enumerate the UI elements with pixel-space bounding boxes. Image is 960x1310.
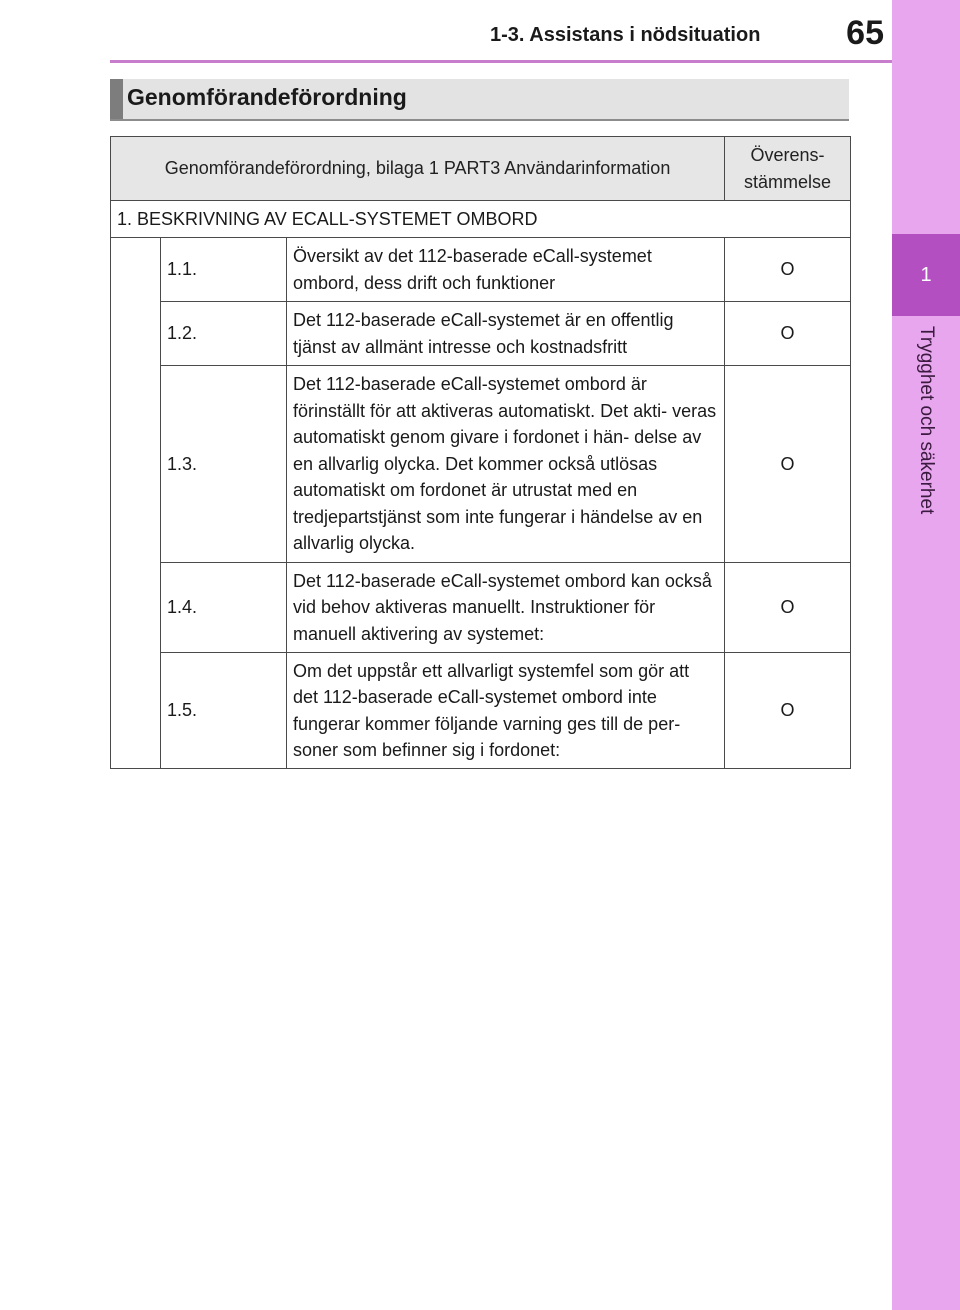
header-compliance: Överens- stämmelse xyxy=(725,137,851,201)
row-text: Det 112-baserade eCall-systemet ombord kan också vid behov aktiveras manuellt. Instruktioner för manuell aktivering av systemet: xyxy=(287,563,725,653)
row-mark: O xyxy=(725,563,851,653)
row-number: 1.5. xyxy=(161,653,287,769)
table-row xyxy=(111,238,851,302)
row-number: 1.4. xyxy=(161,563,287,653)
chapter-title: Trygghet och säkerhet xyxy=(916,326,937,515)
indent-cell xyxy=(111,238,161,769)
row-text: Om det uppstår ett allvarligt systemfel som gör att det 112-baserade eCall-systemet ombord inte fungerar kommer följande varning ges till de per- soner som befinner sig i fordonet: xyxy=(287,653,725,769)
header-divider xyxy=(110,60,892,63)
table-row xyxy=(111,653,851,769)
row-text: Det 112-baserade eCall-systemet ombord är förinställt för att aktiveras automatiskt. Det akti- veras automatiskt genom givare i fordonet i hän- delse av en allvarlig olycka. Det kommer också utlösas automatiskt om fordonet är utrustat med en tredjepartstjänst som inte fungerar i händelse av en allvarlig olycka. xyxy=(287,366,725,563)
row-number: 1.2. xyxy=(161,302,287,366)
row-mark: O xyxy=(725,238,851,302)
chapter-number: 1 xyxy=(920,263,932,286)
section-title-bar xyxy=(110,79,849,121)
table-header-row xyxy=(111,137,851,201)
row-number: 1.3. xyxy=(161,366,287,563)
title-accent xyxy=(110,79,123,119)
requirements-table xyxy=(110,136,851,769)
table-subheading-row xyxy=(111,201,851,238)
table-row xyxy=(111,302,851,366)
header-requirement: Genomförandeförordning, bilaga 1 PART3 Användarinformation xyxy=(111,137,725,201)
chapter-title-vertical xyxy=(892,318,960,578)
row-mark: O xyxy=(725,302,851,366)
row-mark: O xyxy=(725,653,851,769)
side-thumb-bar xyxy=(892,0,960,1310)
table-row xyxy=(111,366,851,563)
table-subheading: 1. BESKRIVNING AV ECALL-SYSTEMET OMBORD xyxy=(111,201,851,238)
chapter-tab[interactable] xyxy=(892,234,960,316)
section-label: 1-3. Assistans i nödsituation xyxy=(490,24,761,46)
row-text: Det 112-baserade eCall-systemet är en offentlig tjänst av allmänt intresse och kostnadsfritt xyxy=(287,302,725,366)
row-text: Översikt av det 112-baserade eCall-systemet ombord, dess drift och funktioner xyxy=(287,238,725,302)
page-number: 65 xyxy=(846,14,884,52)
row-number: 1.1. xyxy=(161,238,287,302)
section-title: Genomförandeförordning xyxy=(127,84,407,110)
row-mark: O xyxy=(725,366,851,563)
table-row xyxy=(111,563,851,653)
